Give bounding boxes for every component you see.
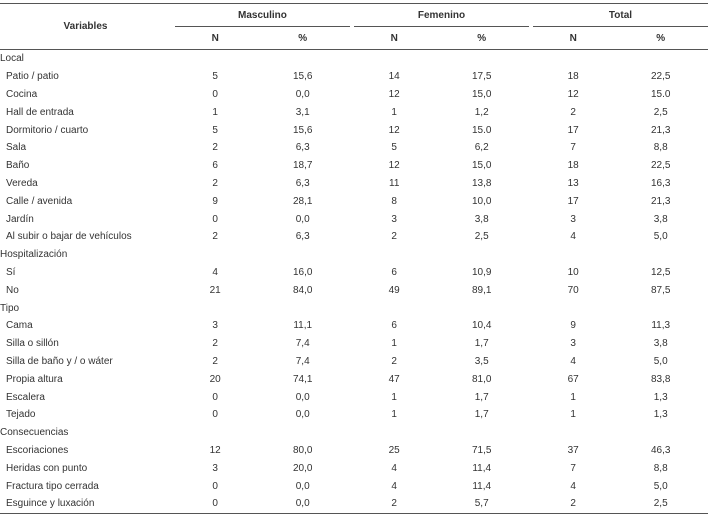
cell-masc-pct: 0,0 bbox=[295, 480, 310, 492]
cell-masc-pct: 15,6 bbox=[292, 124, 313, 136]
cell-masc-n: 2 bbox=[212, 231, 218, 243]
header-sub-n: N bbox=[175, 27, 255, 50]
table-row bbox=[0, 335, 708, 353]
table-row bbox=[0, 121, 708, 139]
cell-total-n: 9 bbox=[570, 320, 576, 332]
cell-masc-n: 3 bbox=[212, 320, 218, 332]
header-sub-n: N bbox=[533, 27, 613, 50]
table-row bbox=[0, 139, 708, 157]
cell-masc-n: 0 bbox=[175, 495, 255, 513]
cell-masc-n: 9 bbox=[212, 195, 218, 207]
cell-fem-n: 6 bbox=[391, 320, 397, 332]
table-row bbox=[0, 210, 708, 228]
cell-fem-pct: 10,9 bbox=[471, 266, 492, 278]
table-row bbox=[0, 442, 708, 460]
section-row bbox=[0, 299, 708, 317]
section-title: Local bbox=[0, 53, 24, 65]
cell-fem-pct: 2,5 bbox=[474, 231, 489, 243]
cell-masc-pct: 11,1 bbox=[293, 320, 313, 332]
table-row bbox=[0, 192, 708, 210]
cell-total-n: 1 bbox=[570, 391, 576, 403]
cell-fem-pct: 1,7 bbox=[474, 391, 489, 403]
cell-total-pct: 1,3 bbox=[653, 409, 668, 421]
cell-total-pct: 15.0 bbox=[650, 88, 671, 100]
cell-masc-n: 21 bbox=[209, 284, 221, 296]
cell-fem-n: 1 bbox=[391, 409, 397, 421]
table-row bbox=[0, 477, 708, 495]
cell-fem-n: 5 bbox=[391, 142, 397, 154]
cell-masc-pct: 20,0 bbox=[292, 462, 313, 474]
cell-fem-n: 4 bbox=[391, 480, 397, 492]
cell-total-pct: 5,0 bbox=[653, 231, 668, 243]
cell-total-n: 70 bbox=[567, 284, 579, 296]
row-label: No bbox=[6, 284, 19, 296]
cell-masc-pct: 0,0 bbox=[255, 495, 350, 513]
cell-total-n: 7 bbox=[570, 142, 576, 154]
row-label: Sala bbox=[6, 142, 27, 154]
cell-total-pct: 11,3 bbox=[651, 320, 671, 332]
cell-fem-pct: 81,0 bbox=[471, 373, 492, 385]
cell-masc-n: 0 bbox=[212, 409, 218, 421]
section-title: Hospitalización bbox=[0, 249, 68, 261]
cell-fem-pct: 3,8 bbox=[474, 213, 489, 225]
cell-total-pct: 21,3 bbox=[650, 195, 671, 207]
section-title: Consecuencias bbox=[0, 427, 69, 439]
cell-total-n: 67 bbox=[567, 373, 579, 385]
section-row bbox=[0, 424, 708, 442]
cell-masc-n: 5 bbox=[212, 124, 218, 136]
row-label: Silla o sillón bbox=[6, 338, 59, 350]
cell-fem-pct: 6,2 bbox=[474, 142, 489, 154]
cell-fem-n: 8 bbox=[391, 195, 397, 207]
cell-fem-pct: 71,5 bbox=[471, 444, 492, 456]
cell-total-n: 37 bbox=[567, 444, 579, 456]
cell-fem-n: 3 bbox=[391, 213, 397, 225]
cell-fem-pct: 1,2 bbox=[474, 106, 489, 118]
cell-masc-pct: 0,0 bbox=[295, 409, 310, 421]
cell-total-pct: 16,3 bbox=[650, 177, 671, 189]
table-header bbox=[0, 4, 708, 50]
cell-fem-pct: 15.0 bbox=[471, 124, 492, 136]
cell-fem-n: 12 bbox=[388, 160, 400, 172]
header-group-total: Total bbox=[533, 4, 708, 27]
cell-masc-pct: 6,3 bbox=[295, 142, 310, 154]
header-row-groups bbox=[0, 4, 708, 27]
table-row bbox=[0, 68, 708, 86]
row-label: Sí bbox=[6, 266, 16, 278]
cell-fem-n: 14 bbox=[388, 71, 400, 83]
table-row bbox=[0, 406, 708, 424]
table-body bbox=[0, 50, 708, 514]
cell-masc-pct: 84,0 bbox=[292, 284, 313, 296]
row-label: Baño bbox=[6, 160, 30, 172]
cell-masc-pct: 0,0 bbox=[295, 213, 310, 225]
cell-masc-n: 3 bbox=[212, 462, 218, 474]
header-group-femenino: Femenino bbox=[354, 4, 529, 27]
cell-total-n: 1 bbox=[570, 409, 576, 421]
table-row bbox=[0, 370, 708, 388]
cell-total-pct: 8,8 bbox=[653, 462, 668, 474]
cell-masc-n: 0 bbox=[212, 213, 218, 225]
row-label: Esguince y luxación bbox=[0, 495, 171, 513]
table-row bbox=[0, 388, 708, 406]
cell-masc-n: 2 bbox=[212, 142, 218, 154]
cell-total-pct: 5,0 bbox=[653, 355, 668, 367]
row-label: Jardín bbox=[6, 213, 34, 225]
cell-fem-n: 25 bbox=[388, 444, 400, 456]
header-group-masculino: Masculino bbox=[175, 4, 350, 27]
cell-masc-pct: 3,1 bbox=[295, 106, 310, 118]
table-row bbox=[0, 495, 708, 513]
cell-masc-n: 2 bbox=[212, 338, 218, 350]
header-variables: Variables bbox=[0, 4, 171, 50]
cell-total-pct: 2,5 bbox=[653, 106, 668, 118]
table-row bbox=[0, 459, 708, 477]
cell-fem-pct: 1,7 bbox=[474, 338, 489, 350]
row-label: Calle / avenida bbox=[6, 195, 73, 207]
cell-masc-n: 0 bbox=[212, 391, 218, 403]
cell-total-n: 7 bbox=[570, 462, 576, 474]
cell-fem-n: 1 bbox=[391, 338, 397, 350]
cell-total-pct: 2,5 bbox=[613, 495, 708, 513]
cell-total-n: 4 bbox=[570, 231, 576, 243]
row-label: Al subir o bajar de vehículos bbox=[6, 231, 132, 243]
cell-masc-pct: 7,4 bbox=[295, 355, 310, 367]
cell-masc-pct: 0,0 bbox=[295, 88, 310, 100]
cell-masc-pct: 6,3 bbox=[295, 231, 310, 243]
cell-fem-pct: 10,0 bbox=[471, 195, 492, 207]
cell-masc-pct: 18,7 bbox=[292, 160, 313, 172]
cell-fem-pct: 11,4 bbox=[472, 480, 492, 492]
row-label: Dormitorio / cuarto bbox=[6, 124, 89, 136]
cell-masc-n: 2 bbox=[212, 177, 218, 189]
cell-fem-n: 4 bbox=[391, 462, 397, 474]
cell-total-pct: 46,3 bbox=[650, 444, 671, 456]
header-sub-pct: % bbox=[255, 27, 350, 50]
cell-fem-n: 1 bbox=[391, 391, 397, 403]
row-label: Cama bbox=[6, 320, 33, 332]
cell-fem-pct: 15,0 bbox=[471, 160, 492, 172]
cell-total-n: 4 bbox=[570, 480, 576, 492]
cell-total-n: 4 bbox=[570, 355, 576, 367]
cell-total-n: 18 bbox=[567, 160, 579, 172]
cell-masc-n: 20 bbox=[209, 373, 221, 385]
row-label: Cocina bbox=[6, 88, 38, 100]
row-label: Heridas con punto bbox=[6, 462, 88, 474]
row-label: Vereda bbox=[6, 177, 38, 189]
cell-total-pct: 8,8 bbox=[653, 142, 668, 154]
cell-fem-pct: 13,8 bbox=[471, 177, 492, 189]
cell-fem-pct: 11,4 bbox=[472, 462, 492, 474]
header-sub-pct: % bbox=[613, 27, 708, 50]
cell-total-n: 3 bbox=[570, 213, 576, 225]
header-sub-n: N bbox=[354, 27, 434, 50]
table-row bbox=[0, 157, 708, 175]
table-row bbox=[0, 281, 708, 299]
cell-total-n: 10 bbox=[567, 266, 579, 278]
table-row bbox=[0, 353, 708, 371]
cell-total-n: 13 bbox=[567, 177, 579, 189]
section-row bbox=[0, 246, 708, 264]
cell-total-n: 2 bbox=[533, 495, 613, 513]
cell-masc-n: 0 bbox=[212, 88, 218, 100]
cell-fem-pct: 17,5 bbox=[471, 71, 492, 83]
cell-total-n: 17 bbox=[567, 195, 579, 207]
cell-total-n: 17 bbox=[567, 124, 579, 136]
cell-total-pct: 3,8 bbox=[653, 213, 668, 225]
cell-fem-n: 6 bbox=[391, 266, 397, 278]
section-row bbox=[0, 50, 708, 68]
cell-total-n: 12 bbox=[567, 88, 579, 100]
cell-fem-n: 12 bbox=[388, 88, 400, 100]
table-row bbox=[0, 228, 708, 246]
cell-fem-n: 1 bbox=[391, 106, 397, 118]
header-sub-pct: % bbox=[434, 27, 529, 50]
cell-total-pct: 5,0 bbox=[653, 480, 668, 492]
cell-fem-n: 2 bbox=[354, 495, 434, 513]
cell-fem-n: 2 bbox=[391, 355, 397, 367]
cell-fem-pct: 10,4 bbox=[471, 320, 492, 332]
cell-masc-n: 12 bbox=[209, 444, 221, 456]
row-label: Tejado bbox=[6, 409, 36, 421]
row-label: Fractura tipo cerrada bbox=[6, 480, 99, 492]
cell-total-pct: 1,3 bbox=[653, 391, 668, 403]
cell-masc-pct: 80,0 bbox=[292, 444, 313, 456]
cell-fem-pct: 89,1 bbox=[471, 284, 492, 296]
cell-masc-pct: 74,1 bbox=[292, 373, 313, 385]
cell-fem-n: 12 bbox=[388, 124, 400, 136]
cell-total-pct: 12,5 bbox=[650, 266, 671, 278]
cell-masc-n: 1 bbox=[212, 106, 218, 118]
cell-total-pct: 21,3 bbox=[650, 124, 671, 136]
row-label: Escalera bbox=[6, 391, 45, 403]
cell-total-pct: 22,5 bbox=[650, 160, 671, 172]
cell-total-n: 3 bbox=[570, 338, 576, 350]
cell-fem-n: 11 bbox=[389, 177, 400, 189]
cell-total-pct: 83,8 bbox=[650, 373, 671, 385]
cell-fem-pct: 5,7 bbox=[434, 495, 529, 513]
cell-total-pct: 3,8 bbox=[653, 338, 668, 350]
cell-masc-n: 0 bbox=[212, 480, 218, 492]
cell-masc-n: 2 bbox=[212, 355, 218, 367]
row-label: Escoriaciones bbox=[6, 444, 69, 456]
cell-masc-n: 5 bbox=[212, 71, 218, 83]
cell-masc-pct: 7,4 bbox=[295, 338, 310, 350]
cell-masc-pct: 15,6 bbox=[292, 71, 313, 83]
row-label: Silla de baño y / o wáter bbox=[6, 355, 113, 367]
cell-total-n: 2 bbox=[570, 106, 576, 118]
cell-fem-n: 2 bbox=[391, 231, 397, 243]
row-label: Patio / patio bbox=[6, 71, 59, 83]
cell-masc-pct: 16,0 bbox=[292, 266, 313, 278]
cell-fem-n: 47 bbox=[388, 373, 400, 385]
cell-masc-pct: 6,3 bbox=[295, 177, 310, 189]
table-row bbox=[0, 264, 708, 282]
table-row bbox=[0, 86, 708, 104]
cell-total-pct: 22,5 bbox=[650, 71, 671, 83]
cell-fem-n: 49 bbox=[388, 284, 400, 296]
cell-fem-pct: 15,0 bbox=[471, 88, 492, 100]
cell-masc-pct: 0,0 bbox=[295, 391, 310, 403]
table-row bbox=[0, 103, 708, 121]
row-label: Propia altura bbox=[6, 373, 63, 385]
table-row bbox=[0, 317, 708, 335]
cell-total-pct: 87,5 bbox=[650, 284, 671, 296]
cell-fem-pct: 1,7 bbox=[474, 409, 489, 421]
table-row bbox=[0, 175, 708, 193]
cell-masc-n: 4 bbox=[212, 266, 218, 278]
section-title: Tipo bbox=[0, 302, 20, 314]
cell-total-n: 18 bbox=[567, 71, 579, 83]
cell-masc-n: 6 bbox=[212, 160, 218, 172]
cell-fem-pct: 3,5 bbox=[474, 355, 489, 367]
row-label: Hall de entrada bbox=[6, 106, 74, 118]
data-table bbox=[0, 3, 708, 514]
cell-masc-pct: 28,1 bbox=[292, 195, 313, 207]
